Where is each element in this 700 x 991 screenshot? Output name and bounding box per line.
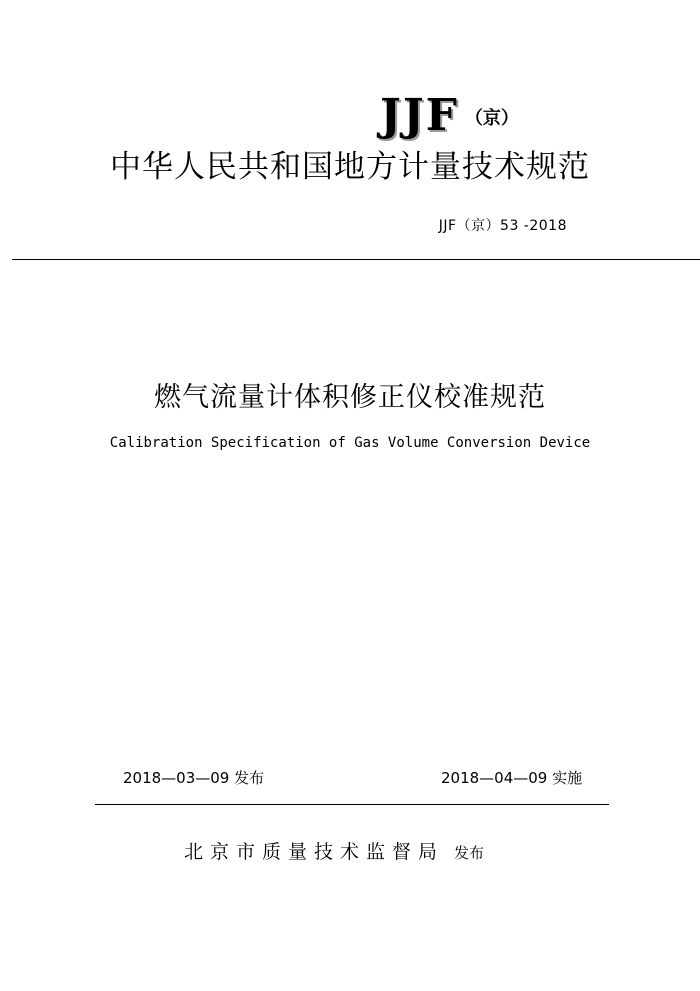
logo-main-text: JJF xyxy=(380,90,459,141)
jjf-logo xyxy=(380,92,580,140)
logo-sub-text: （京） xyxy=(464,108,519,129)
document-title-zh: 燃气流量计体积修正仪校准规范 xyxy=(154,382,546,413)
issue-date: 2018—03—09 发布 xyxy=(123,769,265,787)
publisher-action: 发布 xyxy=(454,844,485,862)
bottom-divider xyxy=(95,804,609,805)
document-title-en: Calibration Specification of Gas Volume Conversion Device xyxy=(109,435,591,451)
publisher-line xyxy=(184,838,484,867)
top-divider xyxy=(12,259,700,260)
document-code: JJF（京）53 -2018 xyxy=(438,218,567,234)
publisher-name: 北京市质量技术监督局 xyxy=(184,841,445,863)
issuing-authority-heading: 中华人民共和国地方计量技术规范 xyxy=(110,149,590,185)
effective-date: 2018—04—09 实施 xyxy=(441,769,583,787)
